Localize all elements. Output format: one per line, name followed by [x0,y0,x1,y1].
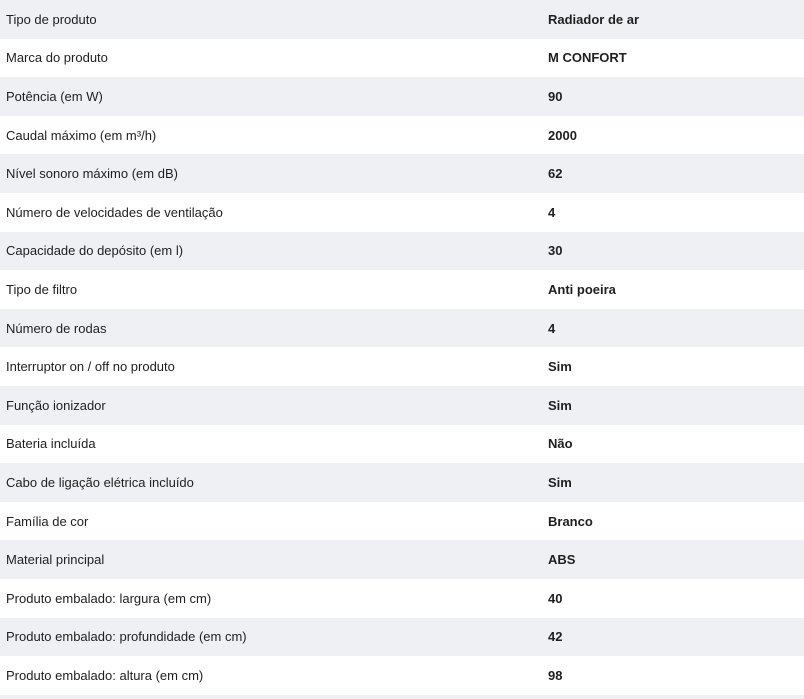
spec-value: 62 [548,166,563,182]
table-row [0,347,804,386]
spec-label: Tipo de produto [6,11,97,27]
spec-label: Número de velocidades de ventilação [6,204,223,220]
spec-value: Sim [548,397,572,413]
spec-label: Tipo de filtro [6,281,78,297]
spec-label: Família de cor [6,513,89,529]
table-row [0,540,804,579]
spec-label: Marca do produto [6,50,108,66]
spec-label: Função ionizador [6,397,106,413]
table-row [0,309,804,348]
table-bottom-edge [0,695,804,699]
spec-value: 30 [548,243,563,259]
spec-value: Branco [548,513,593,529]
table-row [0,77,804,116]
spec-value: 4 [548,204,556,220]
spec-value: 90 [548,88,563,104]
spec-label: Número de rodas [6,320,107,336]
table-row [0,656,804,695]
spec-value: 98 [548,667,563,683]
spec-label: Cabo de ligação elétrica incluído [6,474,194,490]
spec-label: Capacidade do depósito (em l) [6,243,184,259]
spec-value: 2000 [548,127,577,143]
spec-value: ABS [548,552,576,568]
spec-value: 42 [548,629,563,645]
spec-value: Sim [548,359,572,375]
spec-label: Interruptor on / off no produto [6,359,175,375]
table-row [0,618,804,657]
spec-label: Produto embalado: largura (em cm) [6,590,212,606]
spec-value: M CONFORT [548,50,627,66]
spec-label: Potência (em W) [6,88,103,104]
table-row [0,193,804,232]
table-row [0,270,804,309]
table-row [0,463,804,502]
table-row [0,425,804,464]
spec-value: Radiador de ar [548,11,640,27]
spec-value: Anti poeira [548,281,616,297]
table-row [0,116,804,155]
table-row [0,386,804,425]
spec-label: Material principal [6,552,105,568]
spec-value: 4 [548,320,556,336]
table-row [0,502,804,541]
spec-label: Bateria incluída [6,436,96,452]
spec-label: Produto embalado: altura (em cm) [6,667,204,683]
table-row [0,39,804,78]
table-row [0,154,804,193]
table-row [0,0,804,39]
table-row [0,579,804,618]
spec-label: Produto embalado: profundidade (em cm) [6,629,247,645]
spec-value: 40 [548,590,563,606]
table-row [0,232,804,271]
spec-label: Caudal máximo (em m³/h) [6,127,157,143]
spec-value: Não [548,436,573,452]
spec-label: Nível sonoro máximo (em dB) [6,166,178,182]
spec-value: Sim [548,474,572,490]
